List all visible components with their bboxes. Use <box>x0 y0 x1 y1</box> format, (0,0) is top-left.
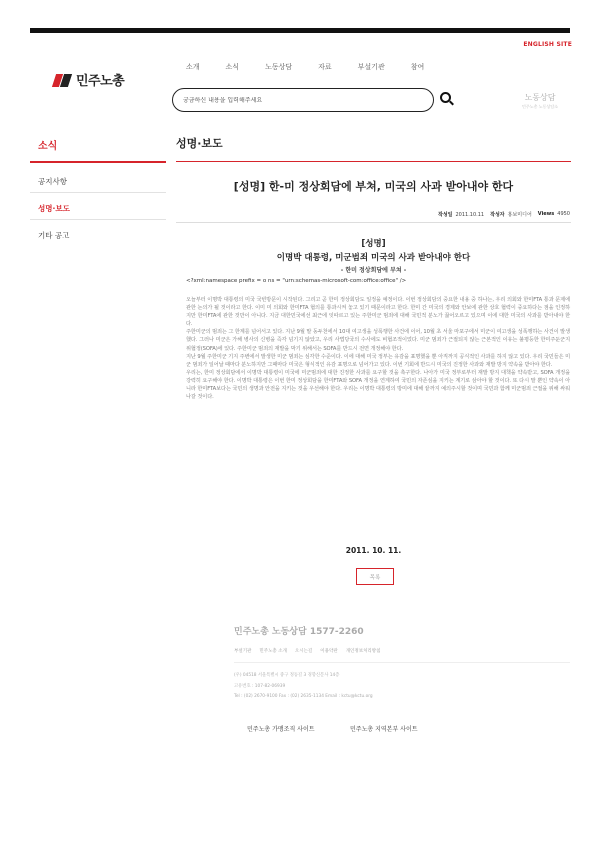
list-button[interactable]: 목록 <box>356 568 394 585</box>
meta-divider <box>176 222 571 223</box>
article-heading: 이명박 대통령, 미군범죄 미국의 사과 받아내야 한다 <box>276 253 471 263</box>
footer-links <box>234 648 388 654</box>
nav-item-institutions[interactable]: 부설기관 <box>357 63 385 71</box>
nav-item-counsel[interactable]: 노동상담 <box>265 63 293 71</box>
labor-counsel-subtitle: 민주노총 노동상담소 <box>522 104 559 109</box>
article-title: [성명] 한-미 정상회담에 부쳐, 미국의 사과 받아내야 한다 <box>233 180 514 193</box>
footer-contact: Tel : (02) 2670-9100 Fax : (02) 2635-1134 Email : kctu@kctu.org <box>234 694 373 699</box>
site-logo[interactable] <box>54 70 124 89</box>
sidebar-item-notices[interactable]: 공지사항 <box>38 177 67 186</box>
footer-divider <box>234 662 570 663</box>
article-body <box>186 296 570 401</box>
english-site-link[interactable]: ENGLISH SITE <box>523 41 572 48</box>
content-divider <box>176 161 571 162</box>
meta-author: 작성자 홍보미디어 <box>490 212 532 218</box>
footer-address: (우) 04518 서울특별시 중구 정동길 3 경향신문사 14층 <box>234 673 340 678</box>
article-paragraph: 우리는, 한미 정상회담에서 이명박 대통령이 미국에 미군범죄에 대한 진정한 사과를 요구할 것을 촉구한다. 나아가 미국 정부로부터 재발 방지 대책을 약속받고, SOFA 개정을 강력히 요구해야 한다. 이명박 대통령은 이번 한미 정상회담을 한미FTA와 SOFA 개정을 연계하여 국민의 자존심을 지키는 계기로 삼아야 할 것이다. 또 다시 말 뿐인 약속이 아니라 한미FTA보다는 국민의 생명과 안전을 지키는 것을 우선해야 한다. 우리는 이명박 대통령의 방미에 대해 끝까지 예의주시할 것이며 국민과 함께 미군범죄 근절을 위해 싸워나갈 것이다. <box>186 369 570 401</box>
footer-link-terms[interactable]: 이용약관 <box>320 649 338 654</box>
search-icon[interactable] <box>440 92 454 108</box>
sidebar-separator <box>30 219 166 220</box>
article-date: 2011. 10. 11. <box>345 546 402 555</box>
nav-item-intro[interactable]: 소개 <box>186 63 200 71</box>
labor-counsel-logo[interactable] <box>522 92 558 110</box>
footer-link-institutions[interactable]: 부설기관 <box>234 649 252 654</box>
family-site-link[interactable]: 민주노총 가맹조직 사이트 <box>247 726 315 733</box>
footer-link-about[interactable]: 민주노총 소개 <box>259 649 287 654</box>
article-subheading: - 한미 정상회담에 부쳐 - <box>340 267 407 274</box>
main-navigation <box>186 62 450 72</box>
nav-item-resources[interactable]: 자료 <box>318 63 332 71</box>
page-title: 성명·보도 <box>176 137 223 150</box>
top-bar <box>30 28 570 33</box>
article-paragraph: 주한미군의 범죄는 그 한계를 넘어서고 있다. 지난 9월 말 동두천에서 10대 여고생을 성폭행한 사건에 이어, 10월 초 서울 마포구에서 미군이 여고생을 성폭행하는 사건이 발생했다. 그러나 미군은 가해 병사의 신병을 즉각 넘기지 않았고, 우리 사법당국의 수사에도 비협조적이었다. 미군 범죄가 근절되지 않는 근본적인 이유는 불평등한 한미주둔군지위협정(SOFA)에 있다. 주한미군 범죄의 재발을 막기 위해서는 SOFA를 반드시 전면 개정해야 한다. <box>186 329 570 352</box>
article-meta <box>438 211 570 218</box>
sidebar-title: 소식 <box>38 141 58 152</box>
sidebar-divider <box>30 161 166 163</box>
search-box <box>172 88 434 112</box>
labor-counsel-title: 노동상담 <box>524 93 556 102</box>
meta-views: Views 4950 <box>537 211 570 217</box>
meta-date: 작성일 2011.10.11 <box>437 212 485 218</box>
nav-item-participation[interactable]: 참여 <box>410 63 425 71</box>
nav-item-news[interactable]: 소식 <box>225 63 240 71</box>
search-input[interactable] <box>183 97 403 104</box>
sidebar-item-other-notices[interactable]: 기타 공고 <box>38 231 70 240</box>
footer-business-number: 고유번호 : 107-82-06939 <box>234 684 286 689</box>
article-paragraph: 지난 9월 주한미군 기지 주변에서 발생한 미군 범죄는 심각한 수준이다. 이에 대해 미국 정부는 유감을 표명했을 뿐 아직까지 공식적인 사과를 하지 않고 있다. 우리 국민들은 미군 범죄가 일어날 때마다 분노하지만 그때마다 미국은 형식적인 유감 표명으로 넘어가고 있다. 이번 기회에 반드시 미국의 진정한 사과와 재발 방지 약속을 받아야 한다. <box>186 353 570 368</box>
footer-link-directions[interactable]: 오시는길 <box>294 649 313 654</box>
sidebar-item-statements[interactable]: 성명·보도 <box>38 204 70 213</box>
article-paragraph: 오늘부터 이명박 대통령의 미국 국빈방문이 시작된다. 그리고 곧 한미 정상회담도 일정을 예정이다. 이번 정상회담의 중요한 내용 중 하나는, 우리 의회와 한미FTA 통과 문제에 관한 논의가 될 것이라고 한다. 이미 미 의회와 한미FTA 협의를 통과시켜 놓고 있기 때문이라고 한다. 한미 간 미국의 경제와 안보에 관한 상호 협력이 중요하다는 점을 인정하지만 한미FTA에 관한 것만이 아니다. 지금 대한민국에선 최근에 잇따르고 있는 주한미군 범죄에 대해 국민적 분노가 끓어오르고 있으며 이에 대한 미국의 사과를 받아내야 한다. <box>186 297 570 328</box>
logo-text: 민주노총 <box>76 74 125 89</box>
article-heading-label: [성명] <box>361 239 386 249</box>
footer-link-privacy[interactable]: 개인정보처리방침 <box>345 649 381 654</box>
xml-namespace-line: <?xml:namespace prefix = o ns = "urn:schemas-microsoft-com:office:office" /> <box>186 278 407 284</box>
logo-mark-icon <box>54 72 72 88</box>
footer-title: 민주노총 노동상담 1577-2260 <box>234 627 364 637</box>
sidebar-separator <box>30 192 166 193</box>
region-site-link[interactable]: 민주노총 지역본부 사이트 <box>350 726 418 733</box>
